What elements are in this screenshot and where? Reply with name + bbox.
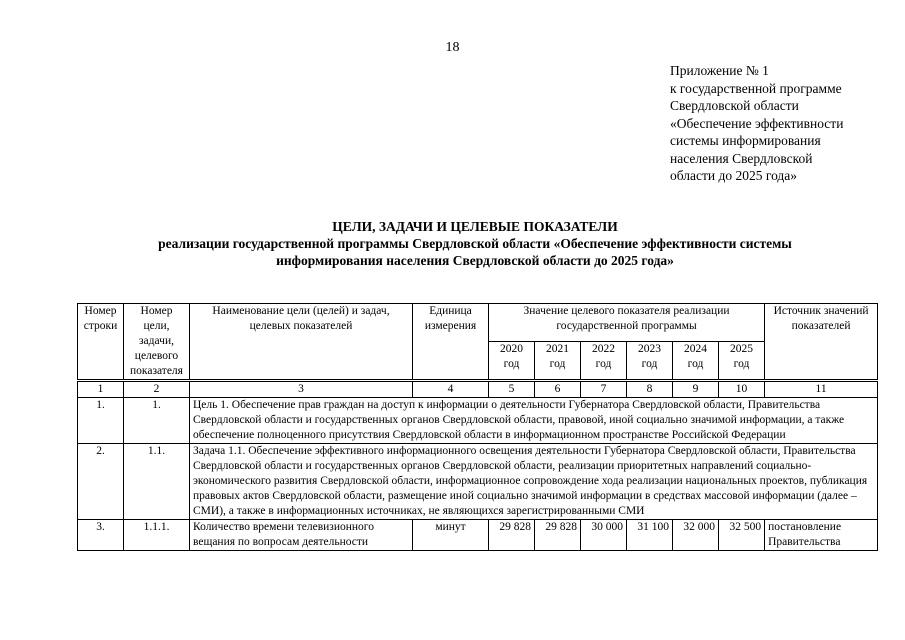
column-number: 1 <box>78 381 124 398</box>
appendix-line: к государственной программе <box>670 80 842 96</box>
header-year: 2022 год <box>581 341 627 380</box>
column-number: 3 <box>190 381 413 398</box>
column-number: 5 <box>489 381 535 398</box>
value-cell: 30 000 <box>581 520 627 551</box>
table-header-row <box>78 304 878 342</box>
header-year: 2021 год <box>535 341 581 380</box>
item-number-cell: 1.1. <box>124 444 190 520</box>
appendix-line: «Обеспечение эффективности <box>670 115 844 131</box>
row-number-cell: 1. <box>78 398 124 444</box>
column-number: 8 <box>627 381 673 398</box>
indicator-name-cell: Количество времени телевизионного вещания по вопросам деятельности <box>190 520 413 551</box>
column-number: 11 <box>765 381 878 398</box>
column-number: 10 <box>719 381 765 398</box>
header-value-group: Значение целевого показателя реализации государственной программы <box>489 304 765 342</box>
title-line-2: реализации государственной программы Свердловской области «Обеспечение эффективности системы <box>158 236 792 251</box>
unit-cell: минут <box>413 520 489 551</box>
header-item-number: Номер цели, задачи, целевого показателя <box>124 304 190 381</box>
header-unit: Единица измерения <box>413 304 489 381</box>
title-line-1: ЦЕЛИ, ЗАДАЧИ И ЦЕЛЕВЫЕ ПОКАЗАТЕЛИ <box>332 219 618 234</box>
appendix-line: Приложение № 1 <box>670 63 769 78</box>
row-number-cell: 3. <box>78 520 124 551</box>
item-number-cell: 1.1.1. <box>124 520 190 551</box>
header-name: Наименование цели (целей) и задач, целевых показателей <box>190 304 413 381</box>
header-source: Источник значений показателей <box>765 304 878 381</box>
table-row <box>78 444 878 520</box>
column-number: 6 <box>535 381 581 398</box>
source-cell: постановление Правительства <box>765 520 878 551</box>
value-cell: 32 000 <box>673 520 719 551</box>
appendix-line: Свердловской области <box>670 98 799 113</box>
value-cell: 29 828 <box>489 520 535 551</box>
document-title <box>60 218 890 269</box>
column-number: 7 <box>581 381 627 398</box>
value-cell: 29 828 <box>535 520 581 551</box>
appendix-line: области до 2025 года» <box>670 168 798 183</box>
header-year: 2024 год <box>673 341 719 380</box>
appendix-line: населения Свердловской <box>670 150 813 166</box>
header-year: 2020 год <box>489 341 535 380</box>
column-number: 4 <box>413 381 489 398</box>
appendix-line: системы информирования <box>670 133 821 148</box>
column-number: 2 <box>124 381 190 398</box>
column-number: 9 <box>673 381 719 398</box>
column-numbers-row <box>78 381 878 398</box>
row-number-cell: 2. <box>78 444 124 520</box>
value-cell: 32 500 <box>719 520 765 551</box>
header-year: 2025 год <box>719 341 765 380</box>
table-row <box>78 398 878 444</box>
header-row-number: Номер строки <box>78 304 124 381</box>
value-cell: 31 100 <box>627 520 673 551</box>
indicators-table <box>77 303 878 551</box>
goal-text-cell: Цель 1. Обеспечение прав граждан на доступ к информации о деятельности Губернатора Свердловской области, Правительства Свердловской области и государственных органов Свердловской области, правовой, иной социально значимой информации, а также обеспечение полноценного присутствия Свердловской области в информационном пространстве Российской Федерации <box>190 398 878 444</box>
item-number-cell: 1. <box>124 398 190 444</box>
table-row <box>78 520 878 551</box>
title-line-3: информирования населения Свердловской области до 2025 года» <box>276 253 674 268</box>
task-text-cell: Задача 1.1. Обеспечение эффективного информационного освещения деятельности Губернатора Свердловской области, Правительства Свердловской области и государственных органов Свердловской области, реализации приоритетных направлений социально-экономического развития Свердловской области, информационное сопровождение хода реализации национальных проектов, публикация правовых актов Свердловской области, размещение иной социально значимой информации в средствах массовой информации (далее – СМИ), а также в информационных источниках, не являющихся зарегистрированными СМИ <box>190 444 878 520</box>
header-year: 2023 год <box>627 341 673 380</box>
appendix-block <box>670 62 890 185</box>
page-number: 18 <box>445 40 460 55</box>
